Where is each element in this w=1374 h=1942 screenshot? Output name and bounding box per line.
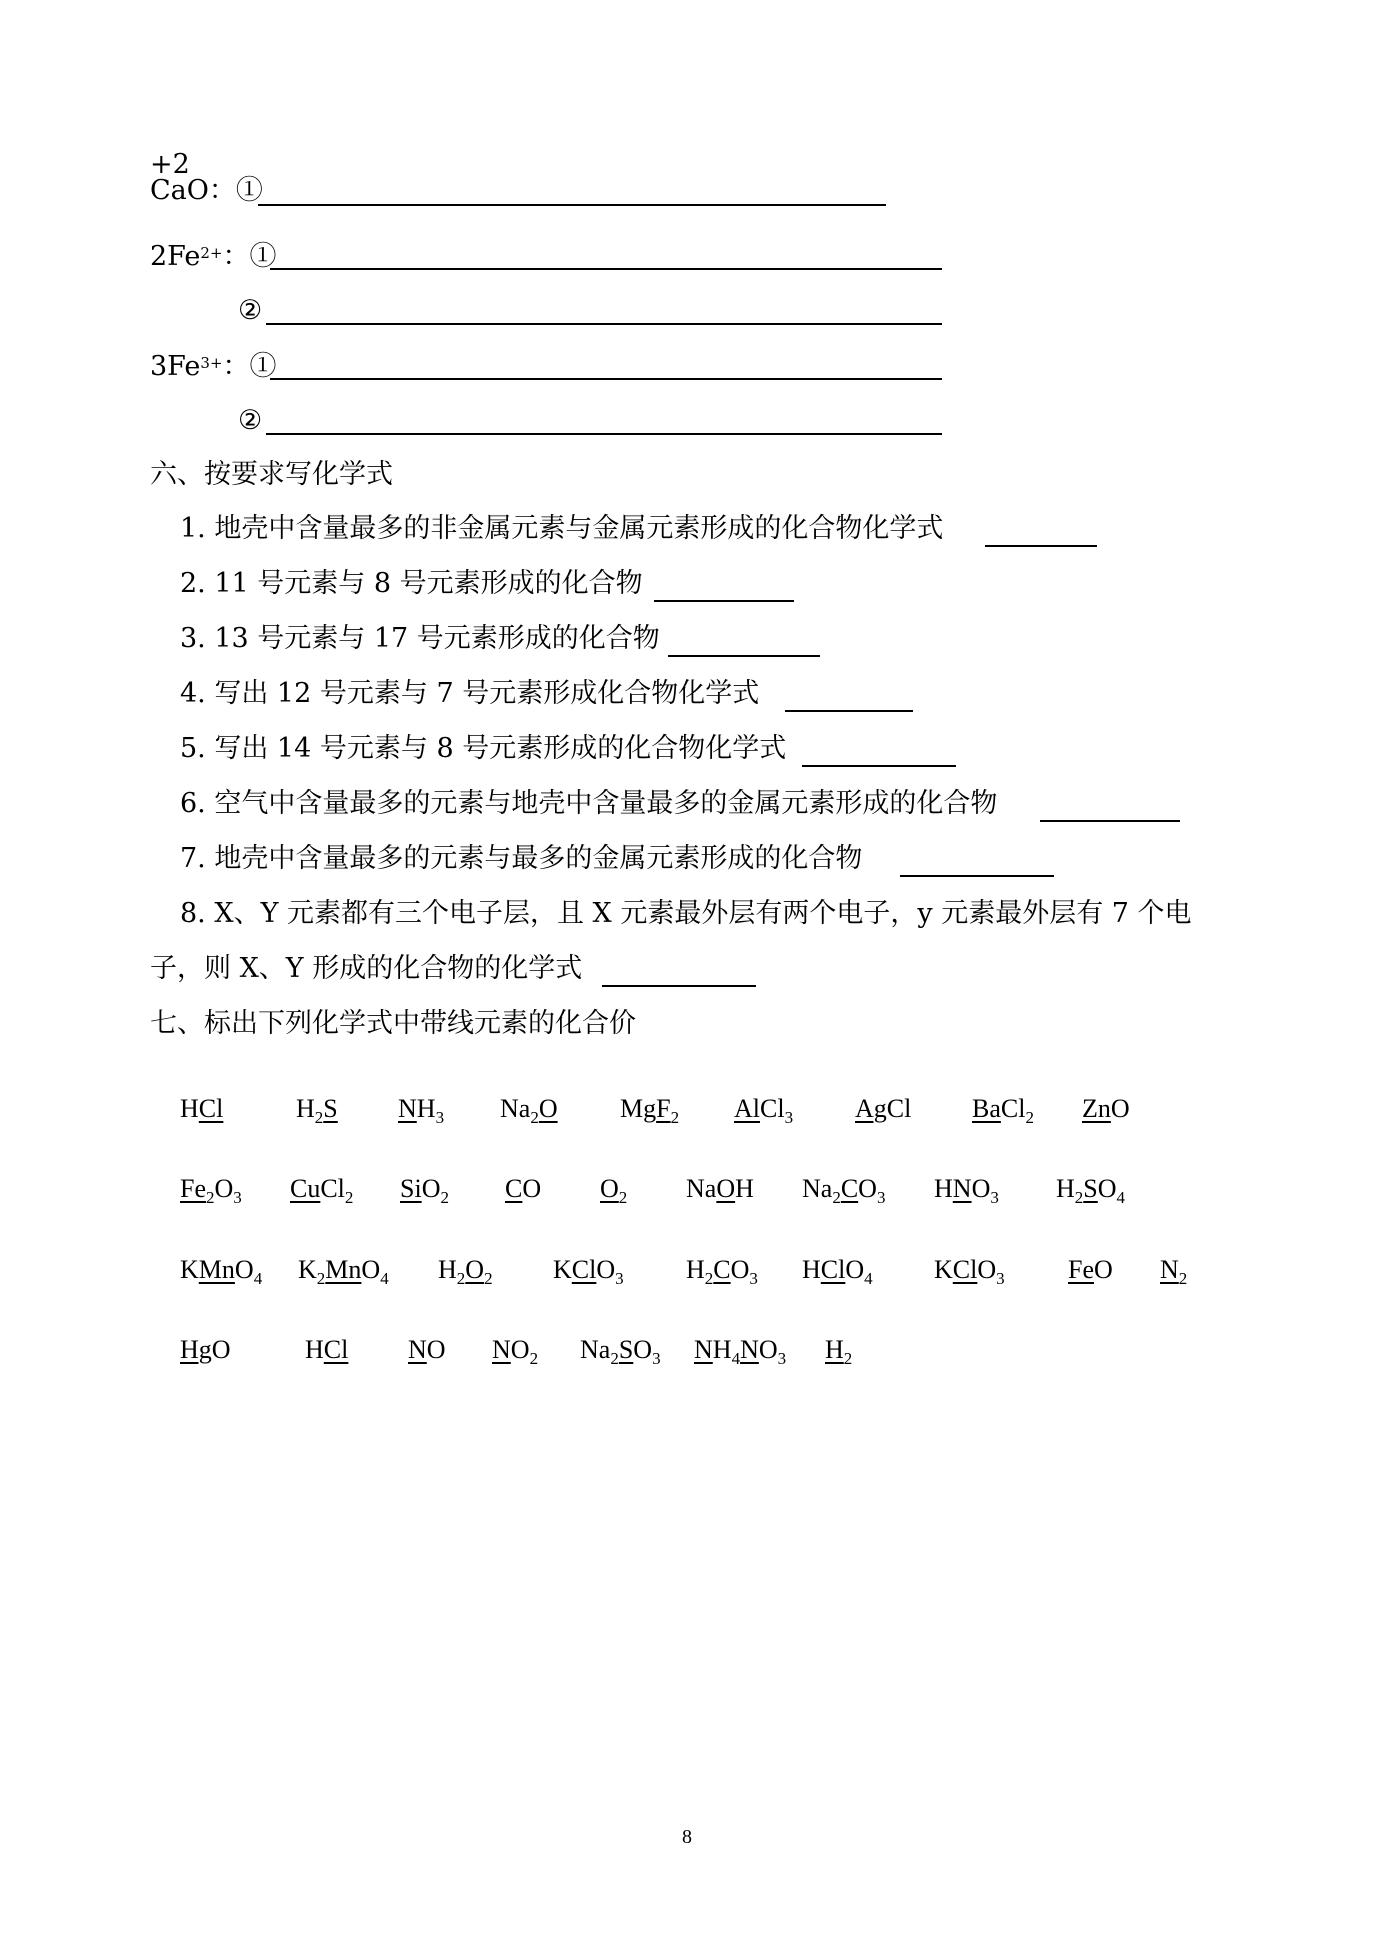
answer-line-s6-4[interactable] — [785, 710, 913, 712]
answer-line-cao[interactable] — [258, 204, 886, 206]
formula-bacl2: BaCl$_2$ — [972, 1094, 1034, 1127]
fe3-label: $3Fe^{3+}$：① — [150, 351, 277, 382]
formula-hno3: $HNO_3$ — [934, 1174, 999, 1207]
answer-line-fe2-1[interactable] — [270, 268, 942, 270]
s6-item-5: 5. 写出 14 号元素与 8 号元素形成的化合物化学式 — [180, 733, 787, 764]
s6-item-7: 7. 地壳中含量最多的元素与最多的金属元素形成的化合物 — [180, 843, 863, 874]
s6-item-6: 6. 空气中含量最多的元素与地壳中含量最多的金属元素形成的化合物 — [180, 788, 998, 819]
formula-na2o: $Na_2O$ — [500, 1094, 558, 1127]
formula-h2so4: $H_2SO_4$ — [1056, 1174, 1126, 1207]
section6-title: 六、按要求写化学式 — [150, 459, 393, 490]
formula-hgo: HgO — [180, 1335, 231, 1364]
formula-cucl2: CuCl$_2$ — [290, 1174, 354, 1207]
formula-zno: ZnO — [1082, 1094, 1130, 1123]
answer-line-s6-3[interactable] — [668, 655, 820, 657]
answer-line-fe3-1[interactable] — [270, 378, 942, 380]
formula-kclo3-a: KClO$_3$ — [553, 1255, 624, 1288]
page-number: 8 — [682, 1826, 692, 1848]
s6-item-2: 2. 11 号元素与 8 号元素形成的化合物 — [180, 568, 643, 599]
formula-alcl3: AlCl$_3$ — [734, 1094, 794, 1127]
formula-h2o2: $H_2O_2$ — [438, 1255, 493, 1288]
cao-label: CaO：① — [150, 175, 263, 206]
formula-o2: $O_2$ — [600, 1174, 628, 1207]
formula-naoh: NaOH — [686, 1174, 754, 1203]
formula-nh3: $NH_3$ — [398, 1094, 445, 1127]
formula-agcl: AgCl — [855, 1094, 912, 1123]
formula-co: CO — [505, 1174, 542, 1203]
formula-nh4no3: $NH_4NO_3$ — [694, 1335, 787, 1368]
fe3-item2-label: ② — [238, 405, 263, 436]
formula-na2co3: $Na_2CO_3$ — [802, 1174, 886, 1207]
answer-line-s6-2[interactable] — [654, 600, 794, 602]
s6-item-8: 8. X、Y 元素都有三个电子层，且 X 元素最外层有两个电子，y 元素最外层有 7 个电 — [180, 898, 1192, 929]
formula-fe2o3: $Fe_2O_3$ — [180, 1174, 242, 1207]
fe2-item2-label: ② — [238, 295, 263, 326]
formula-mgf2: MgF$_2$ — [620, 1094, 680, 1127]
answer-line-s6-1[interactable] — [985, 545, 1097, 547]
formula-k2mno4: $K_2MnO_4$ — [298, 1255, 389, 1288]
formula-sio2: SiO$_2$ — [400, 1174, 449, 1207]
answer-line-s6-8[interactable] — [602, 985, 756, 987]
s6-item-4: 4. 写出 12 号元素与 7 号元素形成化合物化学式 — [180, 678, 760, 709]
formula-hcl-2: HCl — [305, 1335, 349, 1364]
valence-label: +2 — [150, 149, 190, 180]
formula-no: NO — [408, 1335, 446, 1364]
formula-kmno4: KMnO$_4$ — [180, 1255, 263, 1288]
formula-h2co3: $H_2CO_3$ — [686, 1255, 758, 1288]
s6-item-8-cont: 子，则 X、Y 形成的化合物的化学式 — [150, 953, 583, 984]
formula-hcl: HCl — [180, 1094, 224, 1123]
formula-feo: FeO — [1068, 1255, 1113, 1284]
answer-line-s6-6[interactable] — [1040, 820, 1180, 822]
fe2-label: $2Fe^{2+}$：① — [150, 241, 277, 272]
answer-line-fe3-2[interactable] — [266, 433, 942, 435]
formula-h2s: $H_2S$ — [296, 1094, 338, 1127]
s6-item-1: 1. 地壳中含量最多的非金属元素与金属元素形成的化合物化学式 — [180, 513, 944, 544]
formula-n2: $N_2$ — [1160, 1255, 1188, 1288]
section7-title: 七、标出下列化学式中带线元素的化合价 — [150, 1008, 636, 1039]
answer-line-s6-7[interactable] — [900, 875, 1054, 877]
formula-hclo4: HClO$_4$ — [802, 1255, 873, 1288]
formula-kclo3-b: KClO$_3$ — [934, 1255, 1005, 1288]
s6-item-3: 3. 13 号元素与 17 号元素形成的化合物 — [180, 623, 660, 654]
formula-no2: $NO_2$ — [492, 1335, 539, 1368]
formula-na2so3: $Na_2SO_3$ — [580, 1335, 661, 1368]
answer-line-fe2-2[interactable] — [266, 323, 942, 325]
answer-line-s6-5[interactable] — [802, 765, 956, 767]
formula-h2: $H_2$ — [825, 1335, 853, 1368]
